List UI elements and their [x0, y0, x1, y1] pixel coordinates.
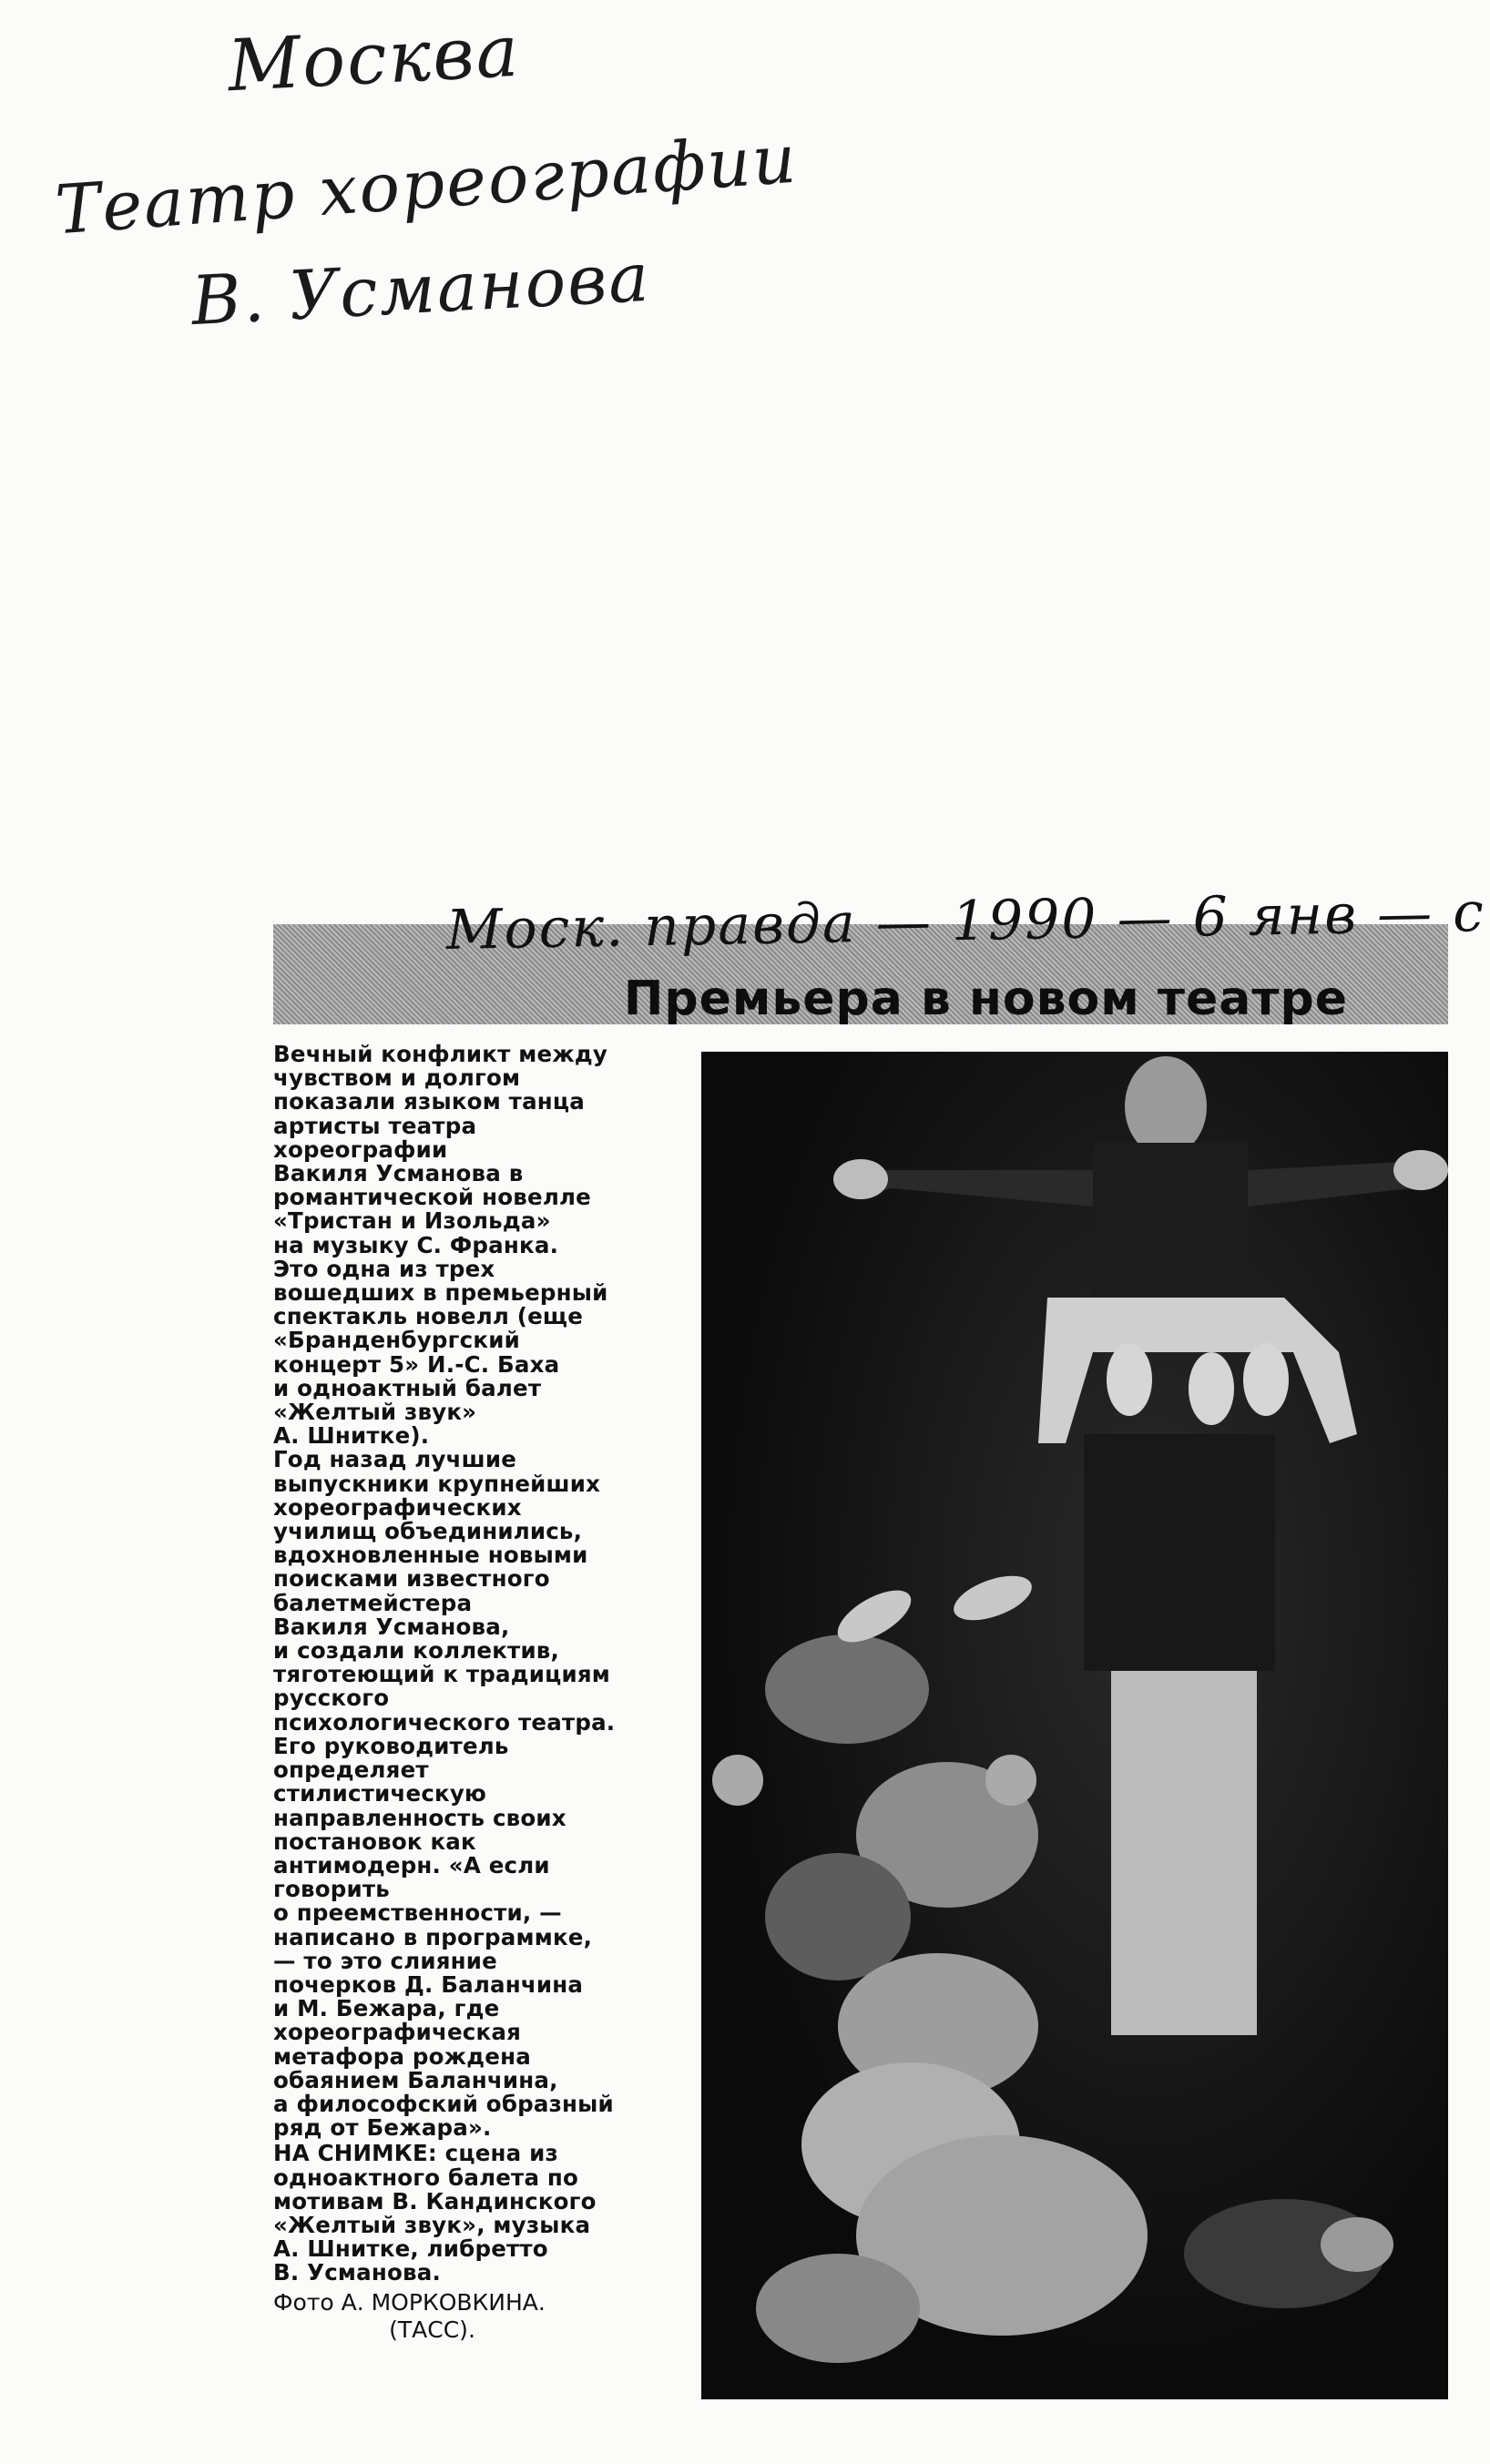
article-column: [273, 1043, 674, 2344]
ballet-photo: [701, 1052, 1448, 2399]
handwritten-name: В. Усманова: [189, 238, 653, 341]
photo-caption: НА СНИМКЕ: сцена из одноактного балета по мотивам В. Кандинского «Желтый звук», музыка А. Шнитке, либретто В. Усманова.: [273, 2140, 597, 2286]
handwritten-city: Москва: [225, 10, 523, 108]
headline: Премьера в новом театре: [623, 972, 1348, 1026]
article-body: Вечный конфликт между чувством и долгом показали языком танца артисты театра хореографии Вакиля Усманова в романтической новелле «Тристан и Изольда» на музыку С. Франка. Это одна из трех вошедших в премьерный спектакль новелл (еще «Бранденбургский концерт 5» И.-С. Баха и одноактный балет «Желтый звук» А. Шнитке). Год назад лучшие выпускники крупнейших хореографических училищ объединились, вдохновленные новыми поисками известного балетмейстера Вакиля Усманова, и создали коллектив, тяготеющий к традициям русского психологического театра. Его руководитель определяет стилистическую направленность своих постановок как антимодерн. «А если говорить о преемственности, — написано в программке, — то это слияние почерков Д. Баланчина и М. Бежара, где хореографическая метафора рождена обаянием Баланчина, а философский образный ряд от Бежара».: [273, 1041, 616, 2142]
handwritten-theatre: Театр хореографии: [52, 119, 801, 250]
handwritten-source: Моск. правда — 1990 — 6 янв — с: [445, 881, 1486, 962]
ballet-photo-figures: [701, 1052, 1448, 2399]
photo-credit: Фото А. МОРКОВКИНА. (ТАСС).: [273, 2288, 546, 2343]
newspaper-clipping: [273, 881, 1486, 2418]
